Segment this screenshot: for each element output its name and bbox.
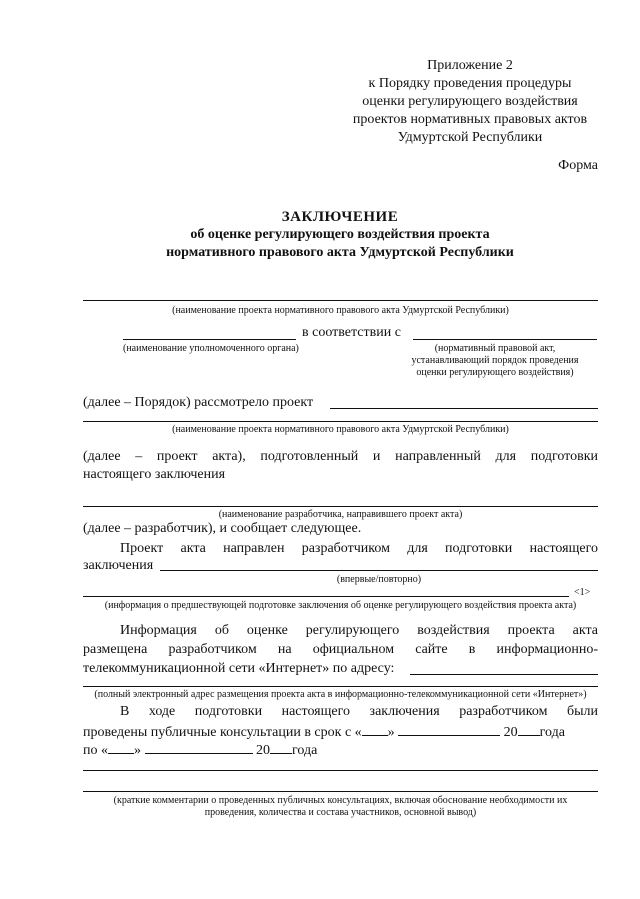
cons-text: года xyxy=(292,743,318,758)
appendix-line: проектов нормативных правовых актов xyxy=(352,112,588,127)
info-paragraph-line: телекоммуникационной сети «Интернет» по адресу: xyxy=(83,661,395,676)
caption-comments xyxy=(83,795,598,819)
caption-comments-line: проведения, количества и состава участников, основной вывод) xyxy=(204,807,477,818)
info-paragraph-line: размещена разработчиком на официальном сайте в информационно- xyxy=(83,642,598,657)
comments-line-a[interactable] xyxy=(83,770,598,771)
title-line: об оценке регулирующего воздействия проекта xyxy=(190,227,490,242)
year-blank[interactable] xyxy=(518,722,540,736)
cons-paragraph-line: В ходе подготовки настоящего заключения разработчиком были xyxy=(120,704,598,719)
caption-authority: (наименование уполномоченного органа) xyxy=(123,343,299,354)
web-address-line-a[interactable] xyxy=(410,674,598,675)
cons-text: » xyxy=(134,743,141,758)
month-blank[interactable] xyxy=(398,722,500,736)
caption-prior-info: (информация о предшествующей подготовке заключения об оценке регулирующего воздействия проекта акта) xyxy=(104,600,577,611)
prior-info-line[interactable] xyxy=(83,596,569,597)
project-line-b[interactable] xyxy=(83,421,598,422)
developer-line[interactable] xyxy=(83,506,598,507)
caption-comments-line: (краткие комментарии о проведенных публичных консультациях, включая обоснование необходимости их xyxy=(113,795,568,806)
caption-project-name-2: (наименование проекта нормативного правового акта Удмуртской Республики) xyxy=(172,424,509,435)
month-blank[interactable] xyxy=(145,740,253,754)
appendix-line: к Порядку проведения процедуры xyxy=(368,76,572,91)
legal-act-line[interactable] xyxy=(413,339,597,340)
cons-paragraph-line xyxy=(83,740,317,760)
info-paragraph-line: Информация об оценке регулирующего воздействия проекта акта xyxy=(120,623,598,638)
developer-text: (далее – разработчик), и сообщает следующее. xyxy=(83,521,362,536)
caption-developer: (наименование разработчика, направившего проект акта) xyxy=(218,509,463,520)
appendix-line: Приложение 2 xyxy=(427,58,513,73)
sent-paragraph-line: заключения xyxy=(83,558,154,573)
web-address-line-b[interactable] xyxy=(83,686,598,687)
cons-text: проведены публичные консультации в срок с « xyxy=(83,725,362,740)
accordance-text: в соответствии с xyxy=(302,325,401,340)
appendix-line: Удмуртской Республики xyxy=(397,130,543,145)
cons-text: по « xyxy=(83,743,108,758)
caption-legal-act xyxy=(390,343,600,379)
cons-text: 20 xyxy=(256,743,270,758)
appendix-line: оценки регулирующего воздействия xyxy=(362,94,578,109)
cons-text: года xyxy=(539,725,565,740)
day-blank[interactable] xyxy=(108,740,134,754)
caption-web-address: (полный электронный адрес размещения проекта акта в информационно-телекоммуникационной сети «Интернет») xyxy=(94,689,587,700)
caption-first-repeat: (впервые/повторно) xyxy=(336,574,422,585)
act-paragraph-line: настоящего заключения xyxy=(83,467,226,482)
act-paragraph-line: (далее – проект акта), подготовленный и направленный для подготовки xyxy=(83,449,598,464)
document-title xyxy=(60,208,620,262)
cons-text: 20 xyxy=(503,725,518,740)
day-blank[interactable] xyxy=(362,722,388,736)
appendix-header xyxy=(330,57,610,147)
cons-text: » xyxy=(387,725,395,740)
caption-legal-act-line: оценки регулирующего воздействия) xyxy=(416,367,574,378)
first-repeat-line[interactable] xyxy=(160,570,598,571)
project-name-line[interactable] xyxy=(83,300,598,301)
authority-line[interactable] xyxy=(123,339,296,340)
title-main: ЗАКЛЮЧЕНИЕ xyxy=(281,209,399,225)
poryadok-text: (далее – Порядок) рассмотрело проект xyxy=(83,395,314,410)
cons-paragraph-line xyxy=(83,722,565,742)
footnote-marker: <1> xyxy=(574,587,591,598)
comments-line-b[interactable] xyxy=(83,791,598,792)
title-line: нормативного правового акта Удмуртской Республики xyxy=(166,245,514,260)
caption-legal-act-line: устанавливающий порядок проведения xyxy=(411,355,579,366)
caption-legal-act-line: (нормативный правовой акт, xyxy=(434,343,556,354)
form-label: Форма xyxy=(558,158,598,173)
caption-project-name: (наименование проекта нормативного правового акта Удмуртской Республики) xyxy=(172,305,509,316)
sent-paragraph-line: Проект акта направлен разработчиком для подготовки настоящего xyxy=(120,541,598,556)
year-blank[interactable] xyxy=(270,740,292,754)
project-line-a[interactable] xyxy=(330,408,598,409)
